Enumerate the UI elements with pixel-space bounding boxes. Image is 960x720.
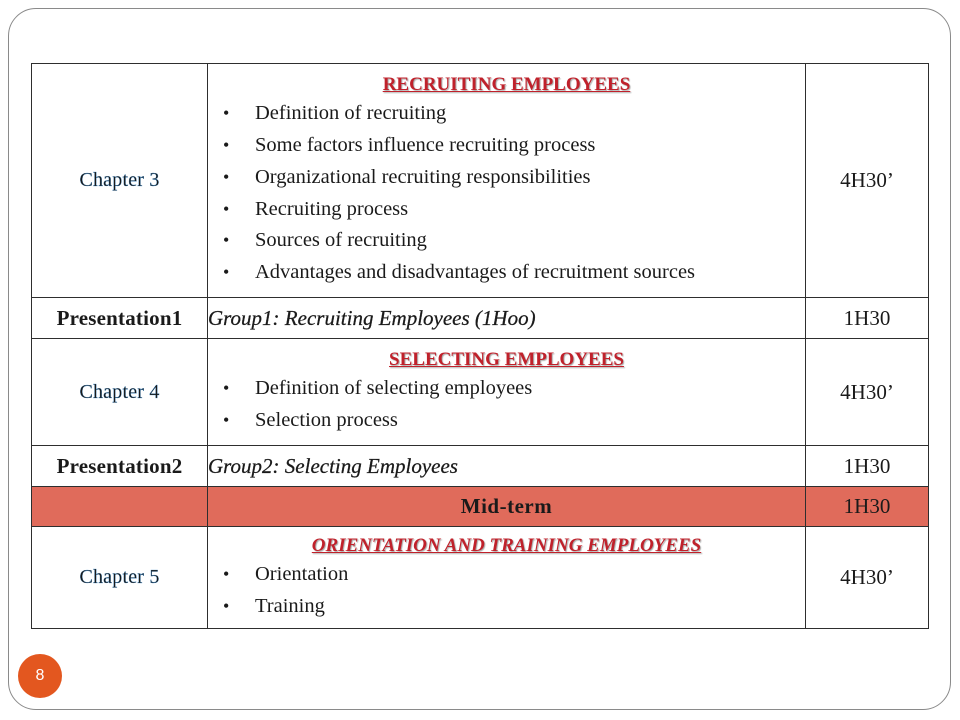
- duration-cell: 1H30: [806, 487, 929, 527]
- bullet-icon: •: [223, 166, 230, 187]
- topic-list: [218, 373, 795, 437]
- topic-text: Selection process: [255, 409, 398, 431]
- duration-cell: 4H30’: [806, 64, 929, 298]
- topic-text: Training: [255, 594, 325, 617]
- section-title: RECRUITING EMPLOYEES: [382, 74, 631, 96]
- midterm-label-cell: [32, 487, 208, 527]
- presentation-topic: Group1: Recruiting Employees (1Hoo): [208, 298, 806, 339]
- topic-item: [220, 591, 795, 623]
- bullet-icon: •: [223, 134, 230, 155]
- duration-cell: 1H30: [806, 446, 929, 487]
- schedule-row-presentation-1: [32, 298, 929, 339]
- topic-list: [218, 559, 795, 623]
- topic-item: [220, 98, 795, 130]
- bullet-icon: •: [223, 262, 230, 283]
- schedule-row-presentation-2: [32, 446, 929, 487]
- presentation-label: Presentation1: [32, 298, 208, 339]
- topic-item: [220, 225, 795, 257]
- topic-item: [220, 130, 795, 162]
- topic-text: Recruiting process: [255, 197, 409, 220]
- presentation-label: Presentation2: [32, 446, 208, 487]
- section-title: ORIENTATION AND TRAINING EMPLOYEES: [311, 534, 702, 556]
- chapter-label: Chapter 4: [32, 339, 208, 446]
- duration-cell: 1H30: [806, 298, 929, 339]
- topic-text: Orientation: [255, 562, 349, 585]
- chapter-content: [208, 339, 806, 446]
- bullet-icon: •: [223, 230, 230, 251]
- topic-text: Some factors influence recruiting process: [255, 133, 596, 156]
- schedule-row-midterm: [32, 487, 929, 527]
- topic-text: Sources of recruiting: [255, 229, 427, 252]
- chapter-label: Chapter 3: [32, 64, 208, 298]
- topic-text: Advantages and disadvantages of recruitment sources: [255, 261, 696, 284]
- section-title: SELECTING EMPLOYEES: [389, 349, 624, 371]
- topic-item: [220, 559, 795, 591]
- bullet-icon: •: [223, 103, 230, 124]
- schedule-row-chapter-4: [32, 339, 929, 446]
- schedule-row-chapter-3: [32, 64, 929, 298]
- topic-item: [220, 373, 795, 405]
- bullet-icon: •: [223, 198, 230, 219]
- bullet-icon: •: [223, 410, 230, 430]
- bullet-icon: •: [223, 378, 230, 399]
- topic-item: [220, 194, 795, 226]
- course-schedule-table: [31, 63, 929, 629]
- chapter-content: [208, 64, 806, 298]
- topic-list: [218, 98, 795, 289]
- topic-item: [220, 257, 795, 289]
- chapter-label: Chapter 5: [32, 527, 208, 629]
- presentation-topic: Group2: Selecting Employees: [208, 446, 806, 487]
- topic-text: Definition of recruiting: [255, 102, 447, 125]
- duration-cell: 4H30’: [806, 527, 929, 629]
- schedule-row-chapter-5: [32, 527, 929, 629]
- bullet-icon: •: [223, 563, 230, 584]
- midterm-title: Mid-term: [208, 487, 806, 527]
- topic-text: Definition of selecting employees: [255, 377, 533, 400]
- topic-text: Organizational recruiting responsibilities: [255, 165, 591, 188]
- page-number-badge: 8: [18, 654, 62, 698]
- topic-item: [220, 162, 795, 194]
- duration-cell: 4H30’: [806, 339, 929, 446]
- bullet-icon: •: [223, 595, 230, 616]
- chapter-content: [208, 527, 806, 629]
- topic-item: [220, 405, 795, 437]
